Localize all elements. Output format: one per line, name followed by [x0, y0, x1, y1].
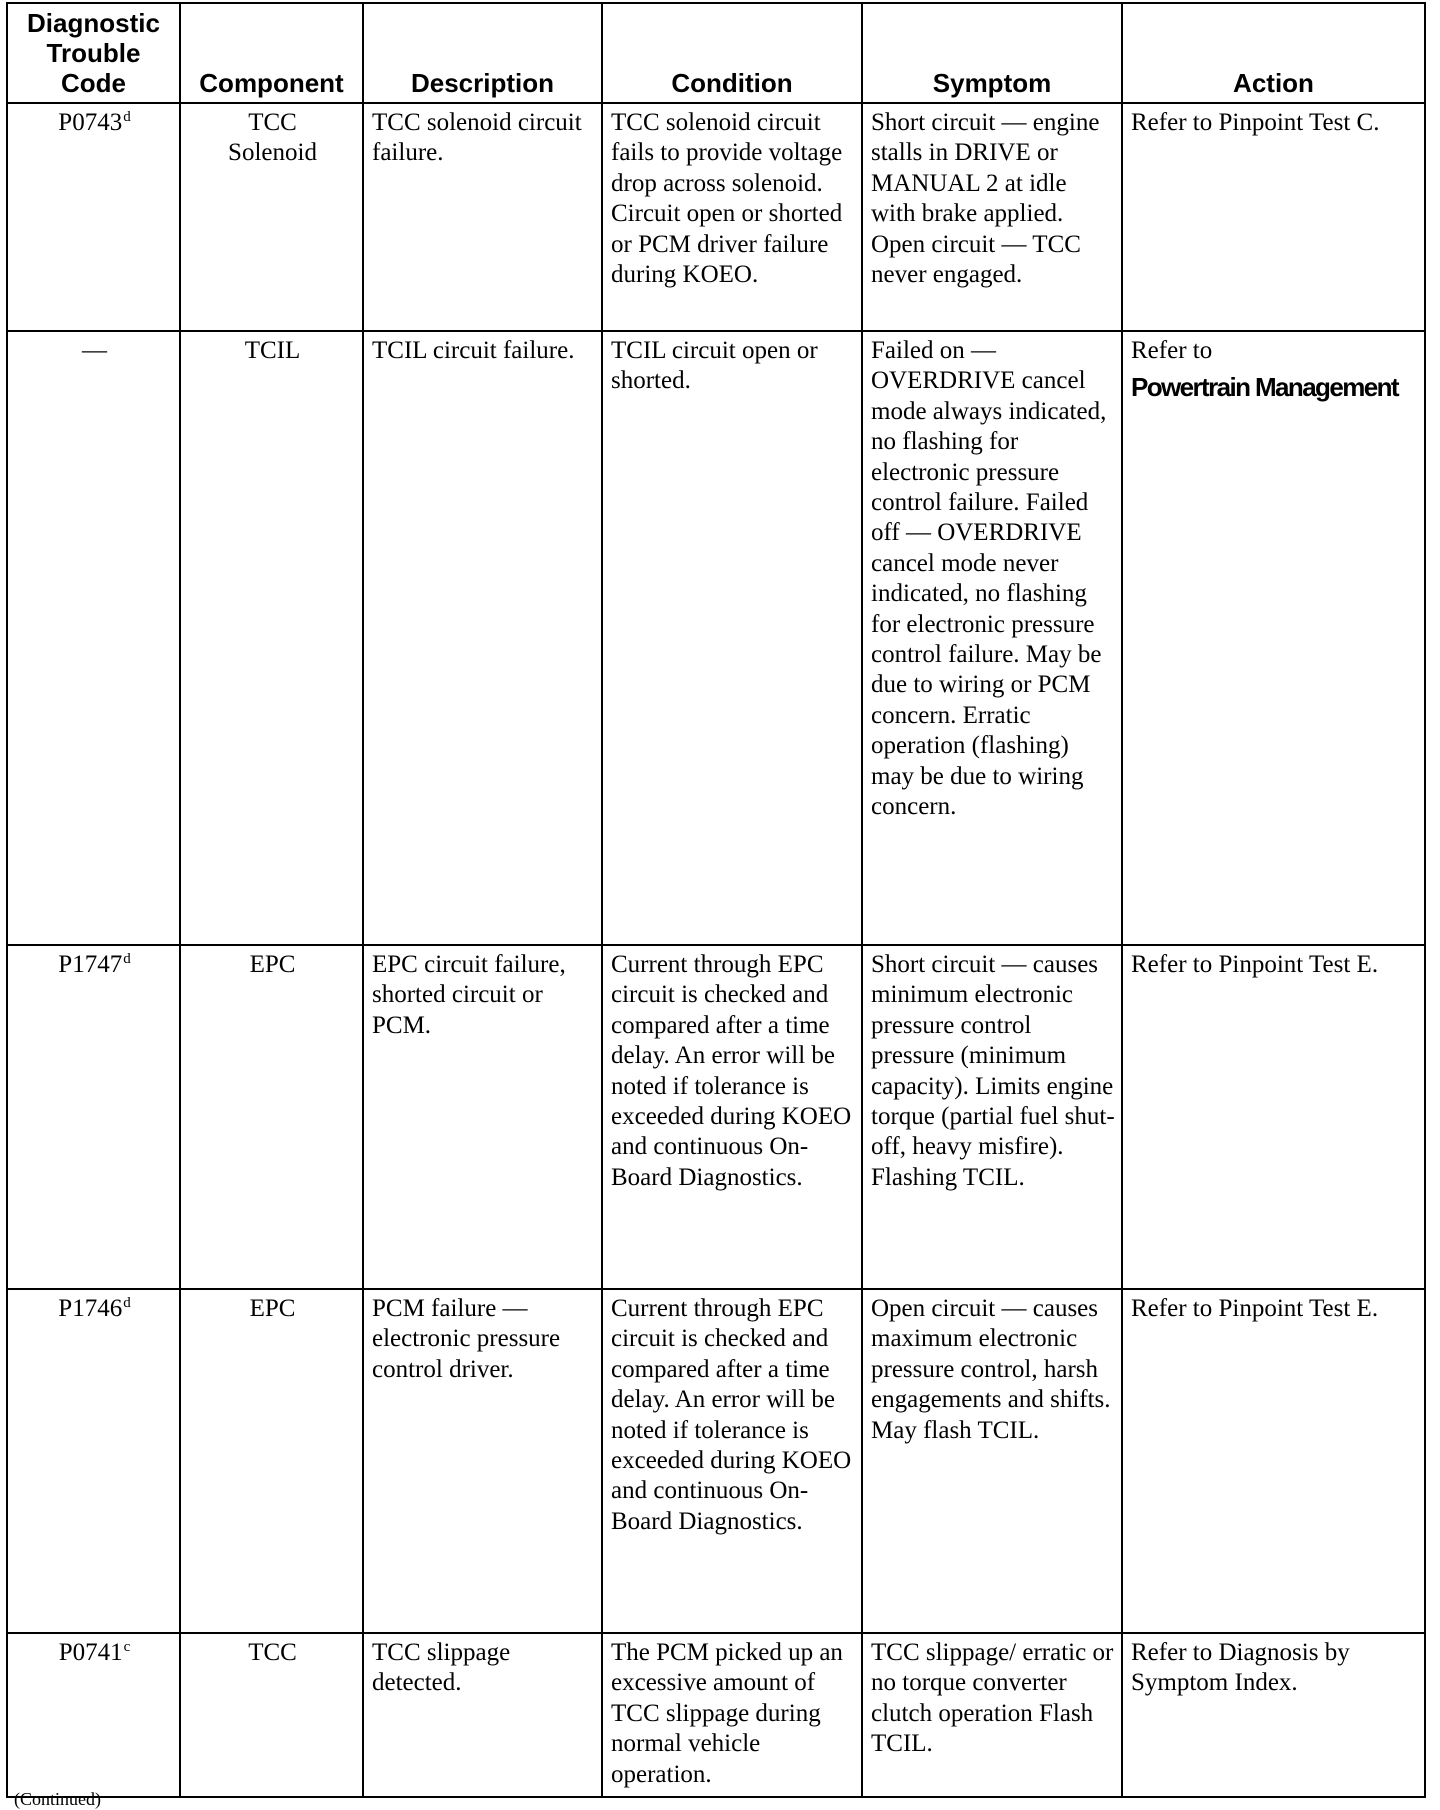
code-text: P1746 — [58, 1295, 123, 1322]
code-text: P0743 — [58, 109, 123, 136]
cell-component — [180, 1289, 363, 1633]
cell-description: EPC circuit failure, shorted circuit or PCM. — [363, 945, 602, 1289]
cell-code — [7, 331, 180, 945]
code-footnote: d — [123, 109, 131, 125]
header-symptom: Symptom — [862, 3, 1122, 103]
continued-note: (Continued) — [14, 1789, 101, 1809]
header-code-line: Trouble — [46, 38, 141, 68]
code-footnote: d — [123, 951, 131, 967]
component-line: Solenoid — [228, 139, 317, 167]
header-action: Action — [1122, 3, 1425, 103]
cell-code — [7, 945, 180, 1289]
code-footnote: d — [123, 1295, 131, 1311]
cell-condition: Current through EPC circuit is checked and compared after a time delay. An error will be noted if tolerance is exceeded during KOEO and continuous On-Board Diagnostics. — [602, 1289, 862, 1633]
cell-symptom: TCC slippage/ erratic or no torque converter clutch operation Flash TCIL. — [862, 1633, 1122, 1797]
cell-component — [180, 331, 363, 945]
table-row — [7, 945, 1425, 1289]
header-condition: Condition — [602, 3, 862, 103]
cell-action — [1122, 331, 1425, 945]
cell-description: PCM failure — electronic pressure control driver. — [363, 1289, 602, 1633]
cell-action: Refer to Pinpoint Test E. — [1122, 945, 1425, 1289]
cell-symptom: Short circuit — causes minimum electronic pressure control pressure (minimum capacity). Limits engine torque (partial fuel shut-off, heavy misfire). Flashing TCIL. — [862, 945, 1122, 1289]
cell-condition: TCIL circuit open or shorted. — [602, 331, 862, 945]
cell-code — [7, 103, 180, 331]
header-code-line: Diagnostic — [27, 8, 160, 38]
component-line: EPC — [249, 1295, 296, 1322]
table-row — [7, 1633, 1425, 1797]
cell-description: TCC solenoid circuit failure. — [363, 103, 602, 331]
header-description: Description — [363, 3, 602, 103]
cell-symptom: Failed on — OVERDRIVE cancel mode always indicated, no flashing for electronic pressure control failure. Failed off — OVERDRIVE cancel mode never indicated, no flashing for electronic pressure control failure. May be due to wiring or PCM concern. Erratic operation (flashing) may be due to wiring concern. — [862, 331, 1122, 945]
component-line: TCIL — [244, 337, 301, 364]
cell-component — [180, 103, 363, 331]
cell-symptom: Open circuit — causes maximum electronic pressure control, harsh engagements and shifts. May flash TCIL. — [862, 1289, 1122, 1633]
table-row — [7, 103, 1425, 331]
table-row — [7, 1289, 1425, 1633]
table-header-row — [7, 3, 1425, 103]
code-text: P1747 — [58, 951, 123, 978]
component-line: EPC — [249, 951, 296, 978]
powertrain-management-reference: Powertrain Management — [1131, 372, 1398, 403]
header-component: Component — [180, 3, 363, 103]
cell-component — [180, 945, 363, 1289]
code-footnote: c — [123, 1639, 131, 1655]
cell-component — [180, 1633, 363, 1797]
diagnostic-trouble-code-table — [6, 2, 1426, 1798]
cell-condition: TCC solenoid circuit fails to provide voltage drop across solenoid. Circuit open or shorted or PCM driver failure during KOEO. — [602, 103, 862, 331]
cell-code — [7, 1289, 180, 1633]
code-text: P0741 — [58, 1639, 123, 1666]
cell-action: Refer to Diagnosis by Symptom Index. — [1122, 1633, 1425, 1797]
component-line: TCC — [248, 1639, 297, 1666]
cell-code — [7, 1633, 180, 1797]
header-code — [7, 3, 180, 103]
cell-description: TCC slippage detected. — [363, 1633, 602, 1797]
cell-description: TCIL circuit failure. — [363, 331, 602, 945]
cell-symptom: Short circuit — engine stalls in DRIVE or MANUAL 2 at idle with brake applied. Open circuit — TCC never engaged. — [862, 103, 1122, 331]
cell-action: Refer to Pinpoint Test C. — [1122, 103, 1425, 331]
cell-condition: The PCM picked up an excessive amount of TCC slippage during normal vehicle operation. — [602, 1633, 862, 1797]
table-row — [7, 331, 1425, 945]
action-text: Refer to — [1131, 337, 1213, 364]
cell-condition: Current through EPC circuit is checked and compared after a time delay. An error will be noted if tolerance is exceeded during KOEO and continuous On-Board Diagnostics. — [602, 945, 862, 1289]
header-code-line: Code — [61, 68, 126, 98]
component-line: TCC — [248, 109, 297, 136]
code-text: — — [82, 337, 107, 364]
cell-action: Refer to Pinpoint Test E. — [1122, 1289, 1425, 1633]
